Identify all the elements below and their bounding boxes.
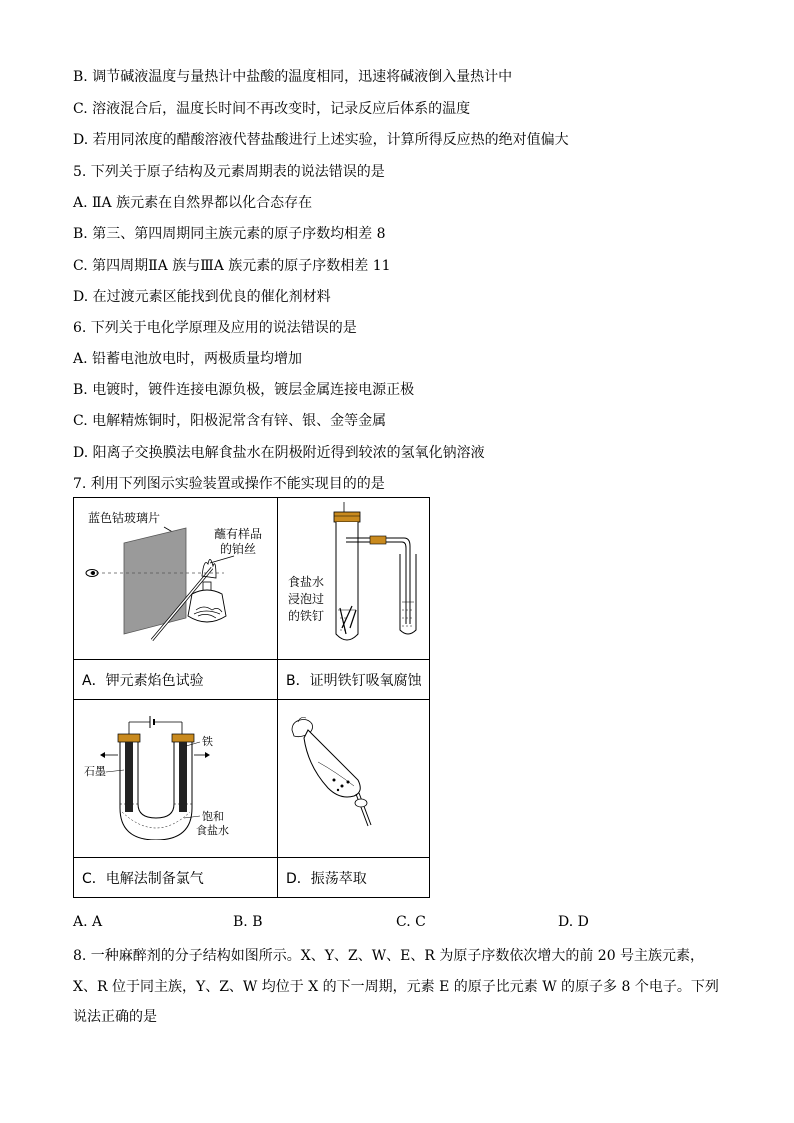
figure-b — [278, 498, 430, 660]
question-8-line: X、R 位于同主族，Y、Z、W 均位于 X 的下一周期，元素 E 的原子比元素 W 的原子多 8 个电子。下列 — [73, 979, 719, 995]
cobalt-glass-shape — [124, 528, 186, 634]
choice-c: C. C — [396, 914, 426, 930]
option-line: B. 第三、第四周期同主族元素的原子序数均相差 8 — [73, 226, 386, 242]
question-7: 7. 利用下列图示实验装置或操作不能实现目的的是 — [73, 476, 385, 492]
caption-a: A．钾元素焰色试验 — [74, 660, 278, 700]
figure-d — [278, 700, 430, 858]
question-5: 5. 下列关于原子结构及元素周期表的说法错误的是 — [73, 164, 385, 180]
label-iron: 铁 — [202, 735, 213, 748]
separatory-funnel-figure — [278, 700, 429, 840]
label-saturated: 饱和 — [202, 810, 224, 823]
option-line: B. 电镀时，镀件连接电源负极，镀层金属连接电源正极 — [73, 382, 415, 398]
flame-test-figure — [74, 498, 277, 655]
figure-c — [74, 700, 278, 858]
label-iron-nail: 的铁钉 — [288, 609, 325, 623]
label-brine: 食盐水 — [288, 575, 325, 589]
question-8: 8. 一种麻醉剂的分子结构如图所示。X、Y、Z、W、E、R 为原子序数依次增大的前 20 号主族元素， — [73, 948, 705, 964]
option-line: B. 调节碱液温度与量热计中盐酸的温度相同，迅速将碱液倒入量热计中 — [73, 69, 513, 85]
label-pt-wire-2: 的铂丝 — [220, 542, 257, 556]
choice-b: B. B — [233, 914, 263, 930]
label-cobalt-glass: 蓝色钴玻璃片 — [88, 511, 161, 525]
question-6: 6. 下列关于电化学原理及应用的说法错误的是 — [73, 320, 357, 336]
figure-table — [73, 497, 430, 898]
label-brine-c: 食盐水 — [196, 824, 229, 837]
caption-c: C．电解法制备氯气 — [74, 858, 278, 898]
label-soaked: 浸泡过 — [288, 592, 325, 606]
caption-d: D．振荡萃取 — [278, 858, 430, 898]
question-8-line: 说法正确的是 — [73, 1009, 157, 1025]
option-line: C. 电解精炼铜时，阳极泥常含有锌、银、金等金属 — [73, 413, 387, 429]
option-line: D. 阳离子交换膜法电解食盐水在阴极附近得到较浓的氢氧化钠溶液 — [73, 445, 485, 461]
option-line: C. 溶液混合后，温度长时间不再改变时，记录反应后体系的温度 — [73, 101, 471, 117]
option-line: A. 铅蓄电池放电时，两极质量均增加 — [73, 351, 303, 367]
electrolysis-figure — [74, 700, 277, 840]
label-graphite: 石墨 — [84, 765, 106, 778]
choice-d: D. D — [558, 914, 589, 930]
option-line: A. ⅡA 族元素在自然界都以化合态存在 — [73, 195, 313, 211]
option-line: D. 若用同浓度的醋酸溶液代替盐酸进行上述实验，计算所得反应热的绝对值偏大 — [73, 132, 569, 148]
figure-a — [74, 498, 278, 660]
label-pt-wire-1: 蘸有样品 — [214, 527, 263, 541]
rusting-figure — [278, 498, 429, 655]
choice-a: A. A — [73, 914, 103, 930]
option-line: D. 在过渡元素区能找到优良的催化剂材料 — [73, 289, 331, 305]
caption-b: B．证明铁钉吸氧腐蚀 — [278, 660, 430, 700]
option-line: C. 第四周期ⅡA 族与ⅢA 族元素的原子序数相差 11 — [73, 258, 391, 274]
